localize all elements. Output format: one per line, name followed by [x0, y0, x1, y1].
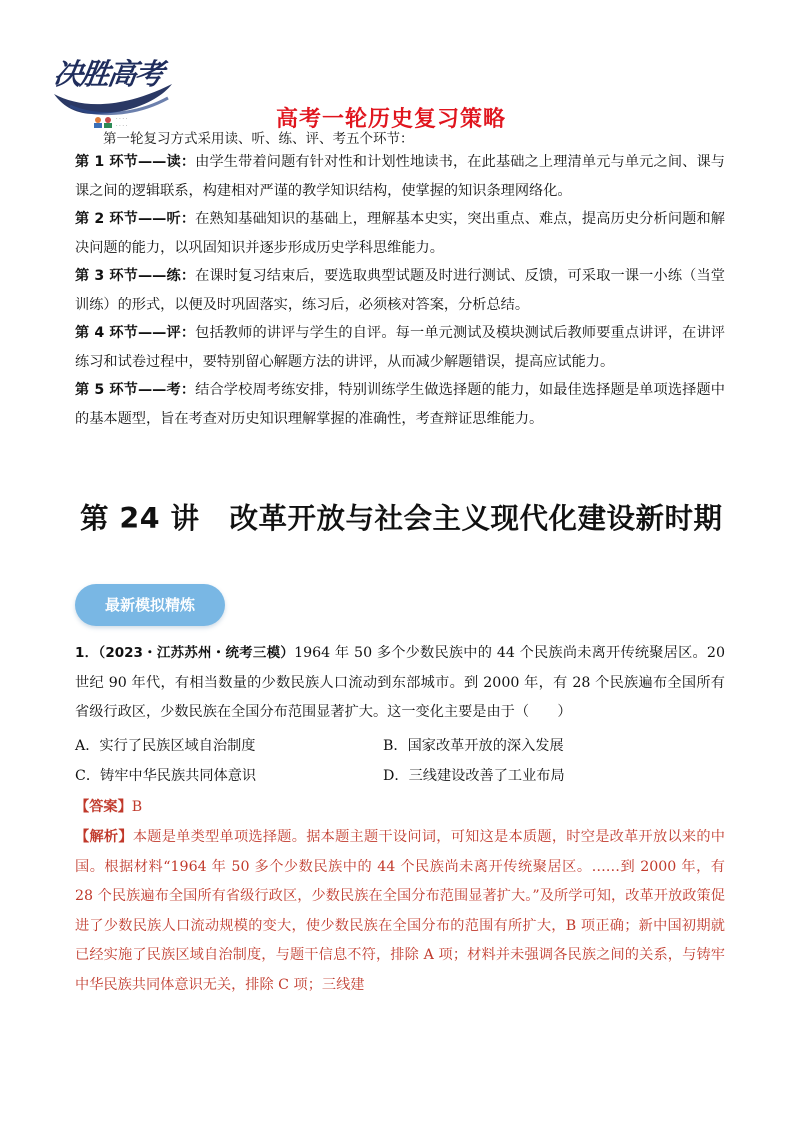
logo-text: 决胜高考: [51, 57, 165, 91]
step-label: 第 1 环节——读：: [75, 154, 196, 170]
answer-value: B: [131, 799, 143, 815]
step-text: 在课时复习结束后，要选取典型试题及时进行测试、反馈，可采取一课一小练（当堂训练）的形式，以便及时巩固落实，练习后，必须核对答案，分析总结。: [75, 268, 725, 313]
step-5: [75, 376, 725, 433]
step-text: 结合学校周考练安排，特别训练学生做选择题的能力，如最佳选择题是单项选择题中的基本题型，旨在考查对历史知识理解掌握的准确性，考查辩证思维能力。: [75, 382, 725, 427]
option-c: C．铸牢中华民族共同体意识: [75, 767, 257, 784]
logo: [50, 48, 178, 130]
step-2: [75, 205, 725, 262]
question-1: [75, 639, 725, 728]
step-label: 第 4 环节——评：: [75, 325, 196, 341]
question-source: （2023・江苏苏州・统考三模）: [98, 645, 295, 661]
svg-text:· · · ·: · · · ·: [116, 123, 128, 129]
option-d: D．三线建设改善了工业布局: [383, 767, 565, 784]
step-label: 第 5 环节——考：: [75, 382, 196, 398]
step-label: 第 2 环节——听：: [75, 211, 196, 227]
step-3: [75, 262, 725, 319]
lecture-name: 改革开放与社会主义现代化建设新时期: [229, 502, 723, 535]
analysis-text: 本题是单类型单项选择题。据本题主题干设问词，可知这是本质题，时空是改革开放以来的中国。根据材料“1964 年 50 多个少数民族中的 44 个民族尚未离开传统聚居区。……到 2000 年，有 28 个民族遍布全国所有省级行政区，少数民族在全国分布范围显著扩大。”及所学可知，改革开放政策促进了少数民族人口流动规模的变大，使少数民族在全国分布的范围有所扩大，B 项正确；新中国初期就已经实施了民族区域自治制度，与题干信息不符，排除 A 项；材料并未强调各民族之间的关系，与铸牢中华民族共同体意识无关，排除 C 项；三线建: [75, 829, 725, 993]
intro-text: 第一轮复习方式采用读、听、练、评、考五个环节：: [103, 131, 414, 147]
step-text: 在熟知基础知识的基础上，理解基本史实，突出重点、难点，提高历史分析问题和解决问题的能力，以巩固知识并逐步形成历史学科思维能力。: [75, 211, 725, 256]
steps-list: [75, 148, 725, 433]
option-a: A．实行了民族区域自治制度: [75, 738, 256, 754]
analysis: [75, 823, 725, 1000]
question-stem: 1964 年 50 多个少数民族中的 44 个民族尚未离开传统聚居区。20 世纪 90 年代，有相当数量的少数民族人口流动到东部城市。到 2000 年，有 28 个民族遍布全国所有省级行政区，少数民族在全国分布范围显著扩大。这一变化主要是由于（ ）: [75, 645, 725, 720]
option-b: B．国家改革开放的深入发展: [383, 738, 564, 754]
question-options: [75, 732, 735, 791]
question-number: 1．: [75, 645, 99, 661]
step-1: [75, 148, 725, 205]
answer: [75, 793, 725, 823]
section-label: 最新模拟精炼: [75, 584, 225, 626]
answer-tag: 【答案】: [75, 799, 132, 815]
svg-text:· · · ·: · · · ·: [116, 116, 128, 122]
step-4: [75, 319, 725, 376]
step-text: 包括教师的讲评与学生的自评。每一单元测试及模块测试后教师要重点讲评，在讲评练习和试卷过程中，要特别留心解题方法的讲评，从而减少解题错误，提高应试能力。: [75, 325, 725, 370]
analysis-tag: 【解析】: [75, 829, 133, 845]
step-text: 由学生带着问题有针对性和计划性地读书，在此基础之上理清单元与单元之间、课与课之间的逻辑联系，构建相对严谨的教学知识结构，使掌握的知识条理网络化。: [75, 154, 725, 199]
page-title: 高考一轮历史复习策略: [276, 107, 507, 132]
lecture-number: 第 24 讲: [80, 502, 200, 535]
lecture-title: [80, 496, 723, 537]
step-label: 第 3 环节——练：: [75, 268, 196, 284]
